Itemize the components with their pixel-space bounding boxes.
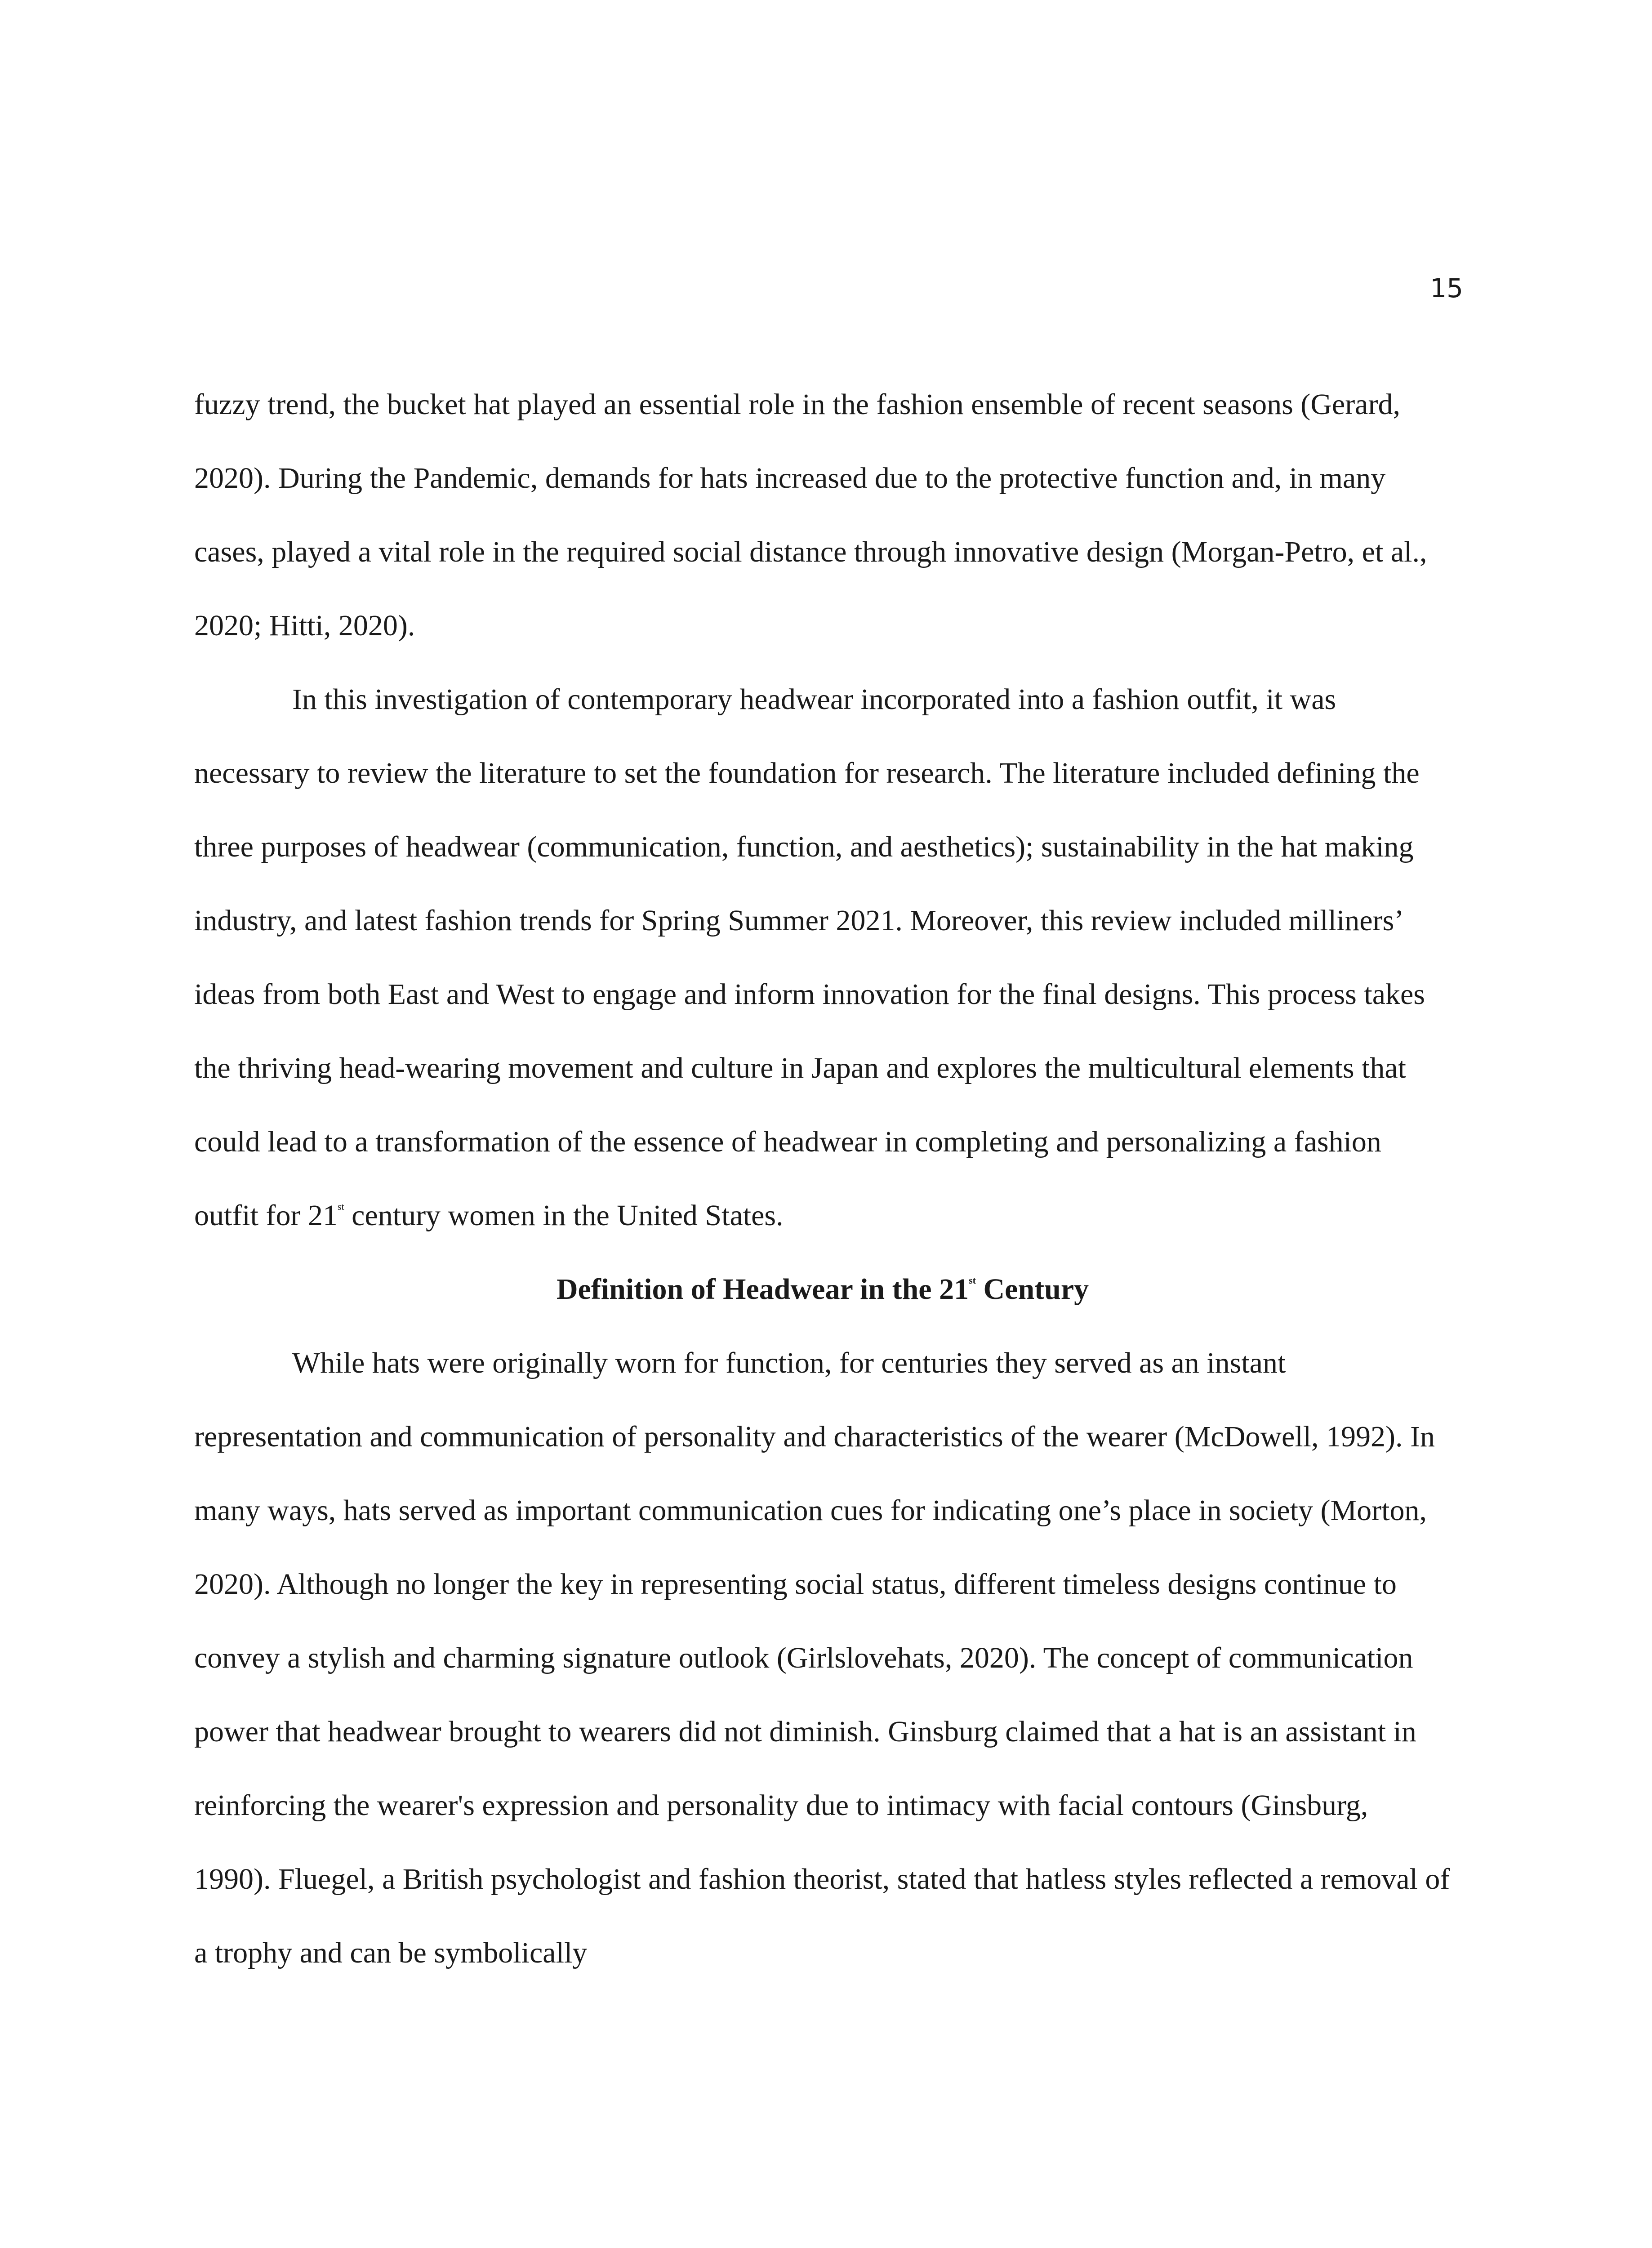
superscript-ordinal: st	[337, 1201, 344, 1212]
section-heading	[194, 1253, 1451, 1326]
paragraph-continuation: fuzzy trend, the bucket hat played an essential role in the fashion ensemble of recent seasons (Gerard, 2020). During the Pandemic, demands for hats increased due to the protective function and, in many cases, played a vital role in the required social distance through innovative design (Morgan-Petro, et al., 2020; Hitti, 2020).	[194, 388, 1427, 642]
paragraph-text-end: century women in the United States.	[344, 1199, 784, 1232]
heading-superscript-ordinal: st	[969, 1275, 976, 1286]
document-body	[194, 368, 1451, 1990]
paragraph-literature-review-intro	[194, 663, 1451, 1253]
paragraph-text: In this investigation of contemporary headwear incorporated into a fashion outfit, it was necessary to review the literature to set the foundation for research. The literature included defining the three purposes of headwear (communication, function, and aesthetics); sustainability in the hat making industry, and latest fashion trends for Spring Summer 2021. Moreover, this review included milliners’ ideas from both East and West to engage and inform innovation for the final designs. This process takes the thriving head-wearing movement and culture in Japan and explores the multicultural elements that could lead to a transformation of the essence of headwear in completing and personalizing a fashion outfit for 21	[194, 683, 1425, 1232]
heading-text-end: Century	[975, 1273, 1089, 1306]
page-number: 15	[1430, 273, 1463, 303]
paragraph-headwear-definition: While hats were originally worn for function, for centuries they served as an instant representation and communication of personality and characteristics of the wearer (McDowell, 1992). In many ways, hats served as important communication cues for indicating one’s place in society (Morton, 2020). Although no longer the key in representing social status, different timeless designs continue to convey a stylish and charming signature outlook (Girlslovehats, 2020). The concept of communication power that headwear brought to wearers did not diminish. Ginsburg claimed that a hat is an assistant in reinforcing the wearer's expression and personality due to intimacy with facial contours (Ginsburg, 1990). Fluegel, a British psychologist and fashion theorist, stated that hatless styles reflected a removal of a trophy and can be symbolically	[194, 1347, 1450, 1969]
heading-text: Definition of Headwear in the 21	[556, 1273, 969, 1306]
